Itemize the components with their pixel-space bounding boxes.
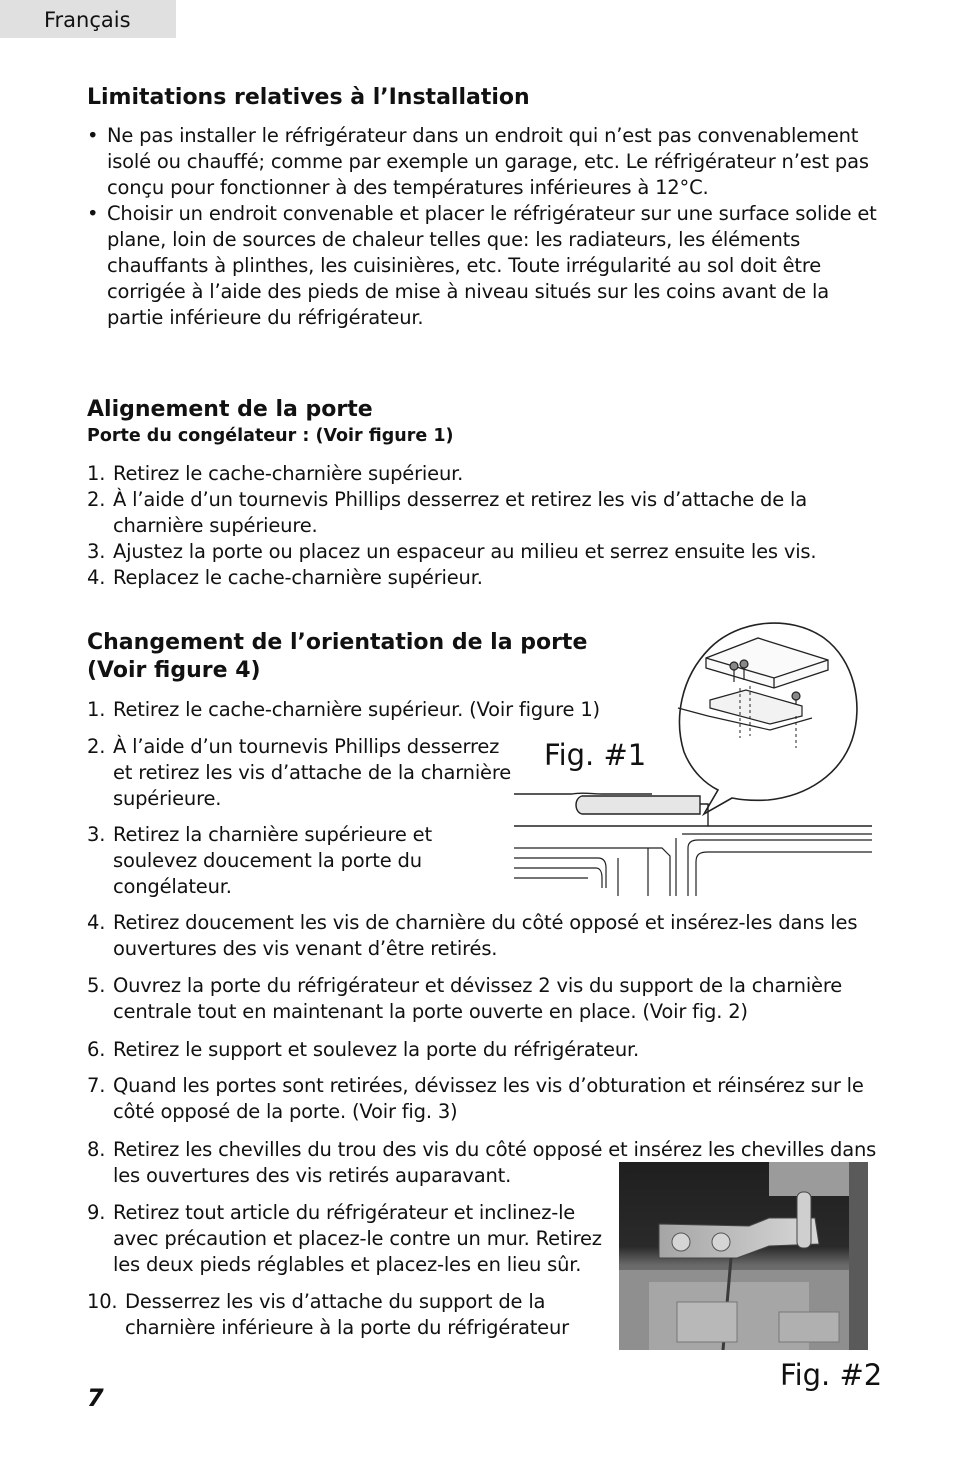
step-item: 6. Retirez le support et soulevez la porte du réfrigérateur.	[87, 1038, 640, 1061]
step-item: 5. Ouvrez la porte du réfrigérateur et dévissez 2 vis du support de la charnière centrale tout en maintenant la porte ouverte en place. (Voir fig. 2)	[87, 974, 843, 1023]
fig2-label: Fig. #2	[780, 1358, 883, 1392]
step-item: 3. Ajustez la porte ou placez un espaceur au milieu et serrez ensuite les vis.	[87, 540, 817, 563]
step-item: 2. À l’aide d’un tournevis Phillips desserrez et retirez les vis d’attache de la charnière supérieure.	[87, 735, 512, 810]
bullet-item: • Ne pas installer le réfrigérateur dans un endroit qui n’est pas convenablement isolé ou chauffé; comme par exemple un garage, etc. Le réfrigérateur n’est pas conçu pour fonctionner à des températures inférieures à 12°C.	[87, 123, 877, 201]
step-item: 3. Retirez la charnière supérieure et soulevez doucement la porte du congélateur.	[87, 823, 432, 898]
fig2-hinge-photo	[619, 1162, 868, 1350]
fig2-photo-drawing	[619, 1162, 868, 1350]
section-title-alignment: Alignement de la porte	[87, 397, 373, 422]
section-subtitle-freezer: Porte du congélateur : (Voir figure 1)	[87, 426, 454, 446]
step-item: 2. À l’aide d’un tournevis Phillips desserrez et retirez les vis d’attache de la charnière supérieure.	[87, 488, 807, 537]
step-item: 1. Retirez le cache-charnière supérieur.	[87, 462, 464, 485]
step-item: 7. Quand les portes sont retirées, dévissez les vis d’obturation et réinsérez sur le côté opposé de la porte. (Voir fig. 3)	[87, 1074, 864, 1123]
step-item: 4. Replacez le cache-charnière supérieur.	[87, 566, 483, 589]
alignment-steps	[87, 461, 877, 591]
section-title-installation: Limitations relatives à l’Installation	[87, 85, 530, 110]
step-item: 10. Desserrez les vis d’attache du support de la charnière inférieure à la porte du réfrigérateur	[87, 1290, 569, 1339]
section-title-door-reversal-ref: (Voir figure 4)	[87, 658, 261, 683]
step-item: 8. Retirez les chevilles du trou des vis du côté opposé et insérez les chevilles dans les ouvertures des vis retirés auparavant.	[87, 1138, 877, 1187]
section-title-door-reversal: Changement de l’orientation de la porte	[87, 630, 588, 655]
step-item: 9. Retirez tout article du réfrigérateur et inclinez-le avec précaution et placez-le contre un mur. Retirez les deux pieds réglables et placez-les en lieu sûr.	[87, 1201, 602, 1276]
installation-bullets	[87, 123, 877, 331]
step-item: 4. Retirez doucement les vis de charnière du côté opposé et insérez-les dans les ouvertures des vis venant d’être retirés.	[87, 911, 858, 960]
language-tab: Français	[0, 0, 176, 38]
bullet-item: • Choisir un endroit convenable et placer le réfrigérateur sur une surface solide et plane, loin de sources de chaleur telles que: les radiateurs, les éléments chauffants à plinthes, les cuisinières, etc. Toute irrégularité au sol doit être corrigée à l’aide des pieds de mise à niveau situés sur les coins avant de la partie inférieure du réfrigérateur.	[87, 201, 877, 331]
fig1-label: Fig. #1	[544, 738, 647, 772]
page-number: 7	[87, 1384, 104, 1412]
step-item: 1. Retirez le cache-charnière supérieur. (Voir figure 1)	[87, 698, 600, 721]
